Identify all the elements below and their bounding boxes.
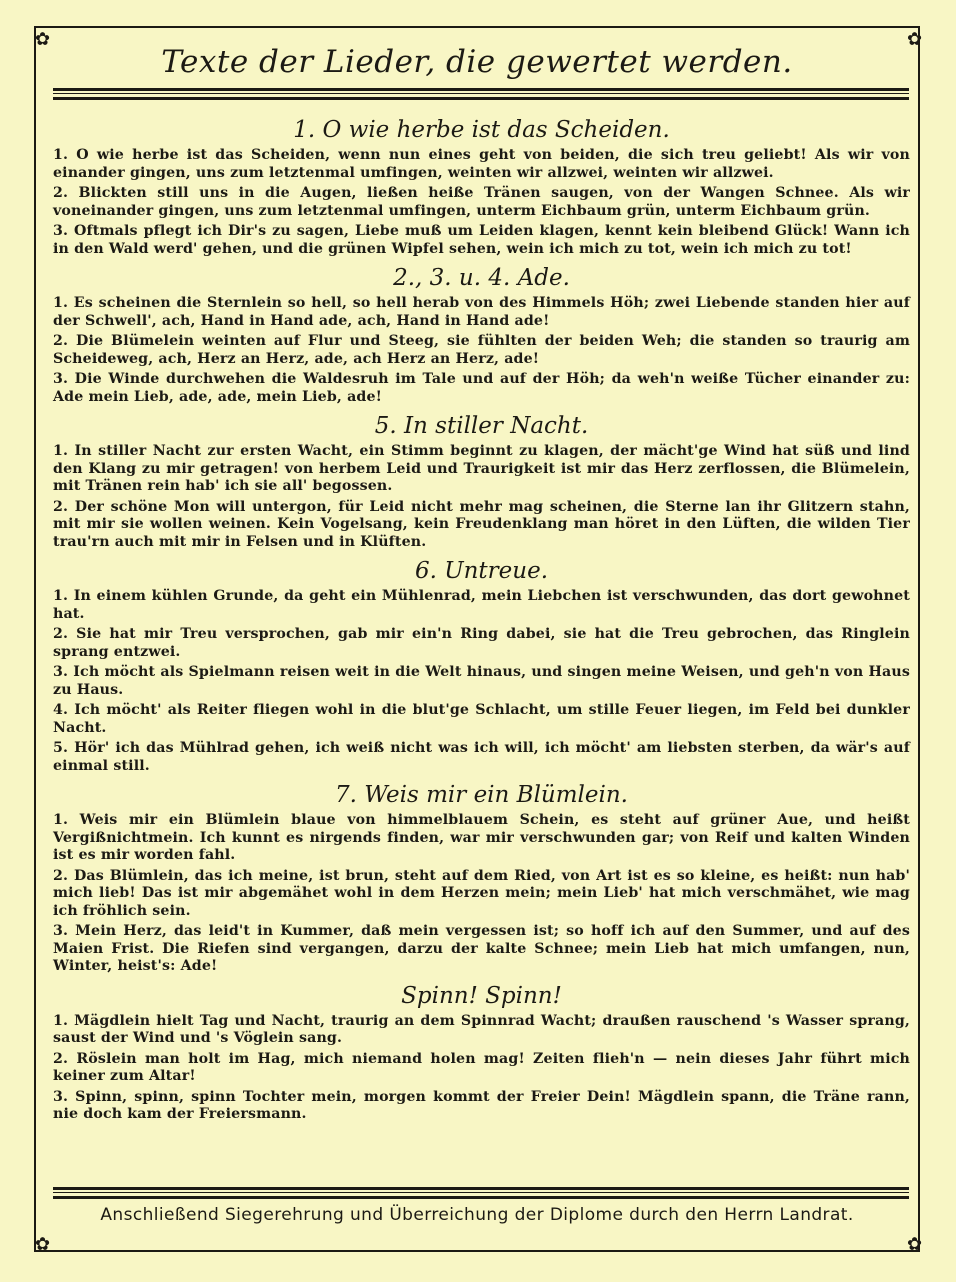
verse: 1. In stiller Nacht zur ersten Wacht, ein Stimm beginnt zu klagen, der mächt'ge Wind hat süß und lind den Klang zu mir getragen! von herbem Leid und Traurigkeit ist mir das Herz zerflossen, die Blümelein, mit Tränen rein hab' ich sie all' begossen. [53,443,910,494]
verse: 3. Oftmals pflegt ich Dir's zu sagen, Liebe muß um Leiden klagen, kennt kein bleibend Glück! Wann ich in den Wald werd' gehen, und die grünen Wipfel sehen, wein ich mich zu tot, wein ich mich zu tot! [53,223,910,257]
verse: 1. Mägdlein hielt Tag und Nacht, traurig an dem Spinnrad Wacht; draußen rauschend 's Wasser sprang, saust der Wind und 's Vöglein sang. [53,1012,910,1046]
song-list [53,113,910,1127]
verse: 5. Hör' ich das Mühlrad gehen, ich weiß nicht was ich will, ich möcht' am liebsten sterben, da wär's auf einmal still. [53,740,910,774]
verse: 2. Die Blümelein weinten auf Flur und Steeg, sie fühlten der beiden Weh; die standen so traurig am Scheideweg, ach, Herz an Herz, ade, ach Herz an Herz, ade! [53,333,910,367]
song-title: 5. In stiller Nacht. [374,413,589,439]
verse: 1. O wie herbe ist das Scheiden, wenn nun eines geht von beiden, die sich treu geliebt! Als wir von einander gingen, uns zum letztenmal umfingen, weinten wir allzwei, weinten wir allzwei. [53,147,910,181]
verse: 4. Ich möcht' als Reiter fliegen wohl in die blut'ge Schlacht, um stille Feuer liegen, im Feld bei dunkler Nacht. [53,702,910,736]
song-bluemlein [53,778,910,976]
footer-note: Anschließend Siegerehrung und Überreichung der Diplome durch den Herrn Landrat. [100,1205,854,1225]
corner-ornament-bottom-right: ✿ [907,1234,923,1255]
bottom-divider [53,1187,909,1199]
verse: 3. Mein Herz, das leid't in Kummer, daß mein vergessen ist; so hoff ich auf den Summer, und auf des Maien Frist. Die Riefen sind vergangen, darzu der kalte Schnee; mein Lieb hat mich umfangen, nun, Winter, heist's: Ade! [53,923,910,974]
song-title: 1. O wie herbe ist das Scheiden. [293,117,670,143]
song-stiller-nacht [53,409,910,551]
verse: 1. Es scheinen die Sternlein so hell, so hell herab von des Himmels Höh; zwei Liebende standen hier auf der Schwell', ach, Hand in Hand ade, ach, Hand in Hand ade! [53,295,910,329]
song-scheiden [53,113,910,258]
verse: 1. In einem kühlen Grunde, da geht ein Mühlenrad, mein Liebchen ist verschwunden, das dort gewohnet hat. [53,588,910,622]
song-title: 2., 3. u. 4. Ade. [393,265,570,291]
verse: 3. Ich möcht als Spielmann reisen weit in die Welt hinaus, und singen meine Weisen, und geh'n von Haus zu Haus. [53,664,910,698]
corner-ornament-bottom-left: ✿ [35,1234,51,1255]
verse: 2. Das Blümlein, das ich meine, ist brun, steht auf dem Ried, von Art ist es so kleine, es heißt: nun hab' mich lieb! Das ist mir abgemähet wohl in dem Herzen mein; mein Lieb' hat mich verschmähet, wie mag ich fröhlich sein. [53,867,910,919]
verse: 2. Sie hat mir Treu versprochen, gab mir ein'n Ring dabei, sie hat die Treu gebrochen, das Ringlein sprang entzwei. [53,626,910,660]
corner-ornament-top-left: ✿ [35,29,51,50]
song-untreue [53,554,910,775]
verse: 2. Der schöne Mon will untergon, für Leid nicht mehr mag scheinen, die Sterne lan ihr Glitzern stahn, mit mir sie wollen weinen. Kein Vogelsang, kein Freudenklang man höret in den Lüften, die wilden Tier trau'rn auch mit mir in Felsen und in Klüften. [53,498,910,550]
top-divider [53,88,909,100]
song-title: 7. Weis mir ein Blümlein. [335,782,628,808]
song-title: 6. Untreue. [414,558,549,584]
verse: 2. Blickten still uns in die Augen, ließen heiße Tränen saugen, von der Wangen Schnee. Als wir voneinander gingen, uns zum letztenmal umfingen, unterm Eichbaum grün, unterm Eichbaum grün. [53,185,910,219]
verse: 1. Weis mir ein Blümlein blaue von himmelblauem Schein, es steht auf grüner Aue, und heißt Vergißnichtmein. Ich kunnt es nirgends finden, war mir verschwunden gar; von Reif und kalten Winden ist es mir worden fahl. [53,812,910,863]
verse: 2. Röslein man holt im Hag, mich niemand holen mag! Zeiten flieh'n — nein dieses Jahr führt mich keiner zum Altar! [53,1050,910,1084]
song-ade [53,261,910,406]
verse: 3. Die Winde durchwehen die Waldesruh im Tale und auf der Höh; da weh'n weiße Tücher einander zu: Ade mein Lieb, ade, ade, mein Lieb, ade! [53,371,910,405]
page-title: Texte der Lieder, die gewertet werden. [161,44,793,80]
song-title: Spinn! Spinn! [401,982,562,1009]
corner-ornament-top-right: ✿ [907,29,923,50]
verse: 3. Spinn, spinn, spinn Tochter mein, morgen kommt der Freier Dein! Mägdlein spann, die Träne rann, nie doch kam der Freiersmann. [53,1088,910,1122]
song-spinn [53,979,910,1124]
